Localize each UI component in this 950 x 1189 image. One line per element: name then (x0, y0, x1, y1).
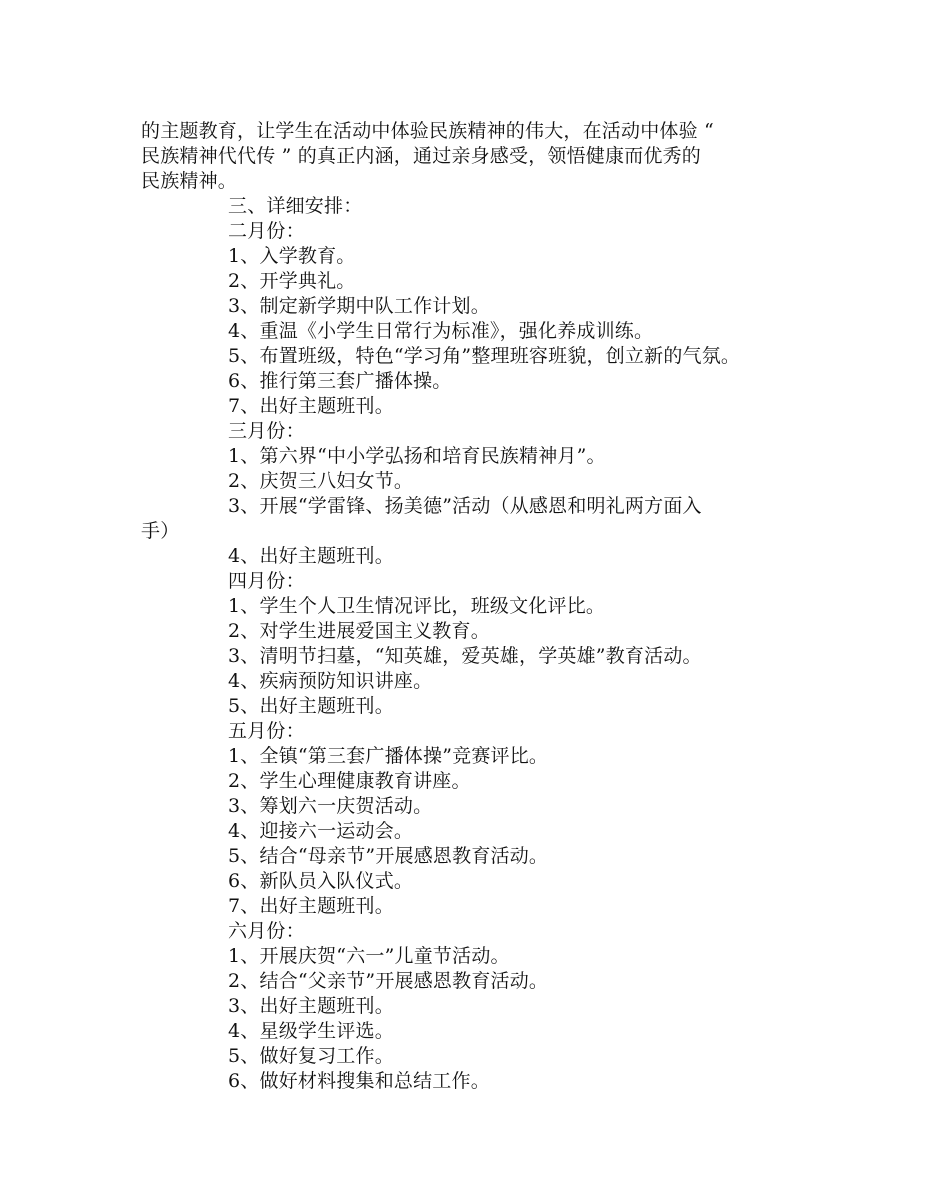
intro-line: 的主题教育，让学生在活动中体验民族精神的伟大，在活动中体验 “ (141, 120, 714, 142)
list-item: 2、开学典礼。 (228, 270, 356, 292)
list-item: 5、出好主题班刊。 (228, 695, 394, 717)
list-item: 3、筹划六一庆贺活动。 (228, 795, 433, 817)
list-item-continuation: 手） (141, 520, 180, 542)
list-item: 1、第六界“中小学弘扬和培育民族精神月”。 (228, 445, 606, 467)
list-item: 4、星级学生评选。 (228, 1020, 394, 1042)
list-item: 3、出好主题班刊。 (228, 995, 394, 1017)
list-item: 3、清明节扫墓，“知英雄，爱英雄，学英雄”教育活动。 (228, 645, 702, 667)
month-heading-april: 四月份： (228, 570, 305, 592)
month-heading-february: 二月份： (228, 220, 305, 242)
list-item: 5、做好复习工作。 (228, 1045, 394, 1067)
section-heading: 三、详细安排： (228, 195, 363, 217)
list-item: 3、开展“学雷锋、扬美德”活动（从感恩和明礼两方面入 (228, 495, 702, 517)
list-item: 6、做好材料搜集和总结工作。 (228, 1070, 490, 1092)
month-heading-may: 五月份： (228, 720, 305, 742)
list-item: 4、出好主题班刊。 (228, 545, 394, 567)
list-item: 5、结合“母亲节”开展感恩教育活动。 (228, 845, 549, 867)
list-item: 5、布置班级，特色“学习角”整理班容班貌，创立新的气氛。 (228, 345, 741, 367)
intro-line: 民族精神代代传 ” 的真正内涵，通过亲身感受，领悟健康而优秀的 (141, 145, 701, 167)
intro-paragraph (141, 119, 821, 194)
schedule-section (141, 194, 821, 1094)
intro-line: 民族精神。 (141, 170, 238, 192)
list-item: 6、新队员入队仪式。 (228, 870, 414, 892)
list-item: 3、制定新学期中队工作计划。 (228, 295, 490, 317)
list-item: 1、学生个人卫生情况评比，班级文化评比。 (228, 595, 606, 617)
list-item: 2、庆贺三八妇女节。 (228, 470, 414, 492)
list-item: 1、全镇“第三套广播体操”竞赛评比。 (228, 745, 549, 767)
month-heading-june: 六月份： (228, 920, 305, 942)
list-item: 2、学生心理健康教育讲座。 (228, 770, 471, 792)
list-item: 2、结合“父亲节”开展感恩教育活动。 (228, 970, 549, 992)
list-item: 4、迎接六一运动会。 (228, 820, 414, 842)
list-item: 2、对学生进展爱国主义教育。 (228, 620, 490, 642)
list-item: 1、入学教育。 (228, 245, 356, 267)
list-item: 6、推行第三套广播体操。 (228, 370, 452, 392)
list-item: 7、出好主题班刊。 (228, 395, 394, 417)
month-heading-march: 三月份： (228, 420, 305, 442)
list-item: 4、重温《小学生日常行为标准》，强化养成训练。 (228, 320, 654, 342)
list-item: 4、疾病预防知识讲座。 (228, 670, 433, 692)
list-item: 7、出好主题班刊。 (228, 895, 394, 917)
list-item: 1、开展庆贺“六一”儿童节活动。 (228, 945, 510, 967)
